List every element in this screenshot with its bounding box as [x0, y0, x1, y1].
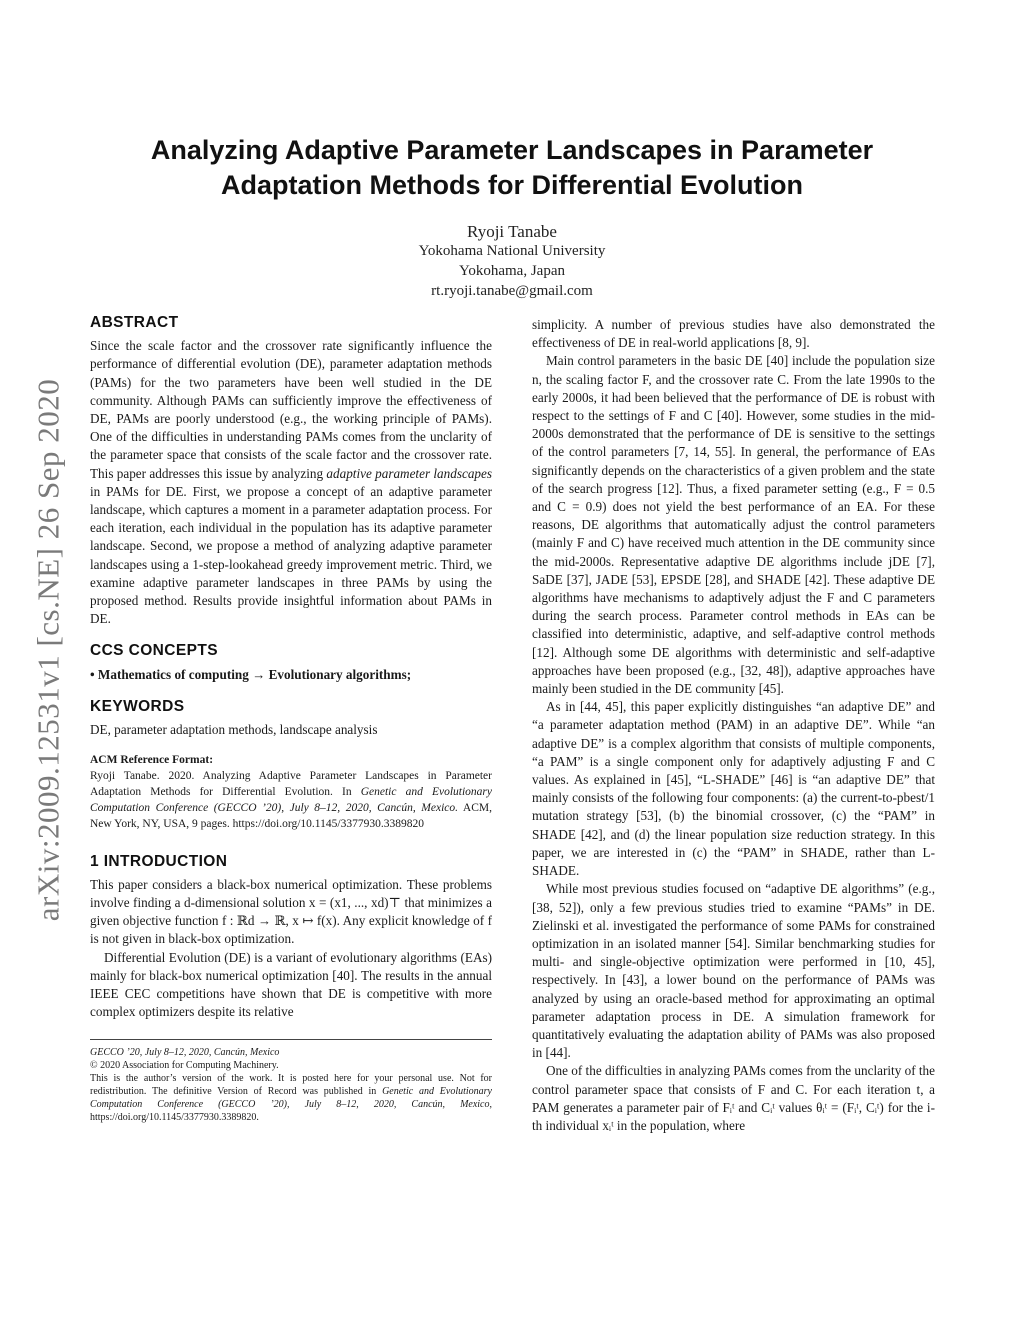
footnote: [90, 1046, 492, 1124]
intro-paragraph-1: This paper considers a black-box numerical optimization. These problems involve finding a d-dimensional solution x = (x1, ..., xd)⊤ that minimizes a given objective function f : ℝd → ℝ, x ↦ f(x). Any explicit knowledge of f is not given in black-box optimization.: [90, 876, 492, 947]
author-email: rt.ryoji.tanabe@gmail.com: [431, 283, 593, 299]
right-paragraph-4: One of the difficulties in analyzing PAMs comes from the unclarity of the control parameter space that consists of F and C. For each iteration t, a PAM generates a parameter pair of Fᵢᵗ and Cᵢᵗ values θᵢᵗ = (Fᵢᵗ, Cᵢᵗ) for the i-th individual xᵢᵗ in the population, where: [532, 1063, 935, 1133]
acm-reference-heading: ACM Reference Format:: [90, 754, 214, 767]
right-paragraph-2: As in [44, 45], this paper explicitly distinguishes “an adaptive DE” and “a parameter adaptation method (PAM) in an adaptive DE”. While “an adaptive DE” is a complex algorithm that consists of multiple components, “a PAM” is a single component only for adaptively adjusting F and C values. As explained in [45], “L-SHADE” [46] is “an adaptive DE” that mainly consists of the following four components: (a) the current-to-pbest/1 mutation strategy [53], (b) the binomial crossover, (c) the “PAM” in SHADE [42], and (d) the linear population size reduction strategy. In this paper, we are interested in (c) the “PAM” in SHADE, rather than L-SHADE.: [532, 699, 935, 879]
footnote-conference: GECCO ’20, July 8–12, 2020, Cancún, Mexico: [90, 1047, 280, 1059]
introduction-heading: 1 INTRODUCTION: [90, 852, 228, 870]
footnote-divider: [90, 1039, 492, 1040]
ccs-text: • Mathematics of computing → Evolutionary algorithms;: [90, 666, 412, 682]
abstract-text: Since the scale factor and the crossover rate significantly influence the performance of differential evolution (DE), parameter adaptation methods (PAMs) for the two parameters have been well studied in the DE community. Although PAMs can sufficiently improve the effectiveness of DE, PAMs are poorly understood (e.g., the working principle of PAMs). One of the difficulties in understanding PAMs comes from the unclarity of the parameter space that consists of the scale factor and the crossover rate. This paper addresses this issue by analyzing adaptive parameter landscapes in PAMs for DE. First, we propose a concept of an adaptive parameter landscape, which captures a moment in a parameter adaptation process. For each iteration, each individual in the population has its adaptive parameter landscape. Second, we propose a method of analyzing adaptive parameter landscapes using a 1-step-lookahead greedy improvement metric. Third, we examine adaptive parameter landscapes in three PAMs by using the proposed method. Results provide insightful information about PAMs in DE.: [90, 338, 493, 627]
footnote-version: This is the author’s version of the work. It is posted here for your personal use. Not for redistribution. The definitive Version of Record was published in Genetic and Evolutionary Computation Conference (GECCO ’20), July 8–12, 2020, Cancún, Mexico, https://doi.org/10.1145/3377930.3389820.: [90, 1073, 492, 1124]
keywords-text: DE, parameter adaptation methods, landscape analysis: [90, 722, 378, 738]
right-column: [532, 316, 935, 1135]
paper-title: [100, 133, 924, 203]
ccs-heading: CCS CONCEPTS: [90, 642, 218, 660]
arxiv-stamp: arXiv:2009.12531v1 [cs.NE] 26 Sep 2020: [30, 378, 65, 922]
intro-paragraph-2: Differential Evolution (DE) is a variant of evolutionary algorithms (EAs) mainly for black-box numerical optimization [40]. The results in the annual IEEE CEC competitions have shown that DE is competitive with more complex optimizers despite its relative: [90, 949, 492, 1020]
author-affiliation: Yokohama National University: [418, 243, 606, 259]
right-paragraph-3: While most previous studies focused on “adaptive DE algorithms” (e.g., [38, 52]), only a few previous studies tried to examine “PAMs” in DE. Zielinski et al. investigated the performance of some PAMs for constrained optimization in an isolated manner [54]. Similar benchmarking studies for multi- and single-objective optimization were performed in [10, 45], respectively. In [43], a lower bound on the performance of PAMs was analyzed by using an oracle-based method for approximating an optimal parameter adaptation process in DE. A simulation framework for quantitatively evaluating the adaptation ability of PAMs was also proposed in [44].: [532, 881, 935, 1061]
acm-reference-text: Ryoji Tanabe. 2020. Analyzing Adaptive Parameter Landscapes in Parameter Adaptation Methods for Differential Evolution. In Genetic and Evolutionary Computation Conference (GECCO ’20), July 8–12, 2020, Cancún, Mexico. ACM, New York, NY, USA, 9 pages. https://doi.org/10.1145/3377930.3389820: [90, 770, 492, 830]
author-location: Yokohama, Japan: [459, 263, 565, 279]
right-paragraph-0: simplicity. A number of previous studies have also demonstrated the effectiveness of DE in real-world applications [8, 9].: [532, 317, 935, 351]
right-paragraph-1: Main control parameters in the basic DE [40] include the population size n, the scaling factor F, and the crossover rate C. From the late 1990s to the early 2000s, it had been believed that the performance of DE is robust with respect to the settings of F and C [40]. However, some studies in the mid-2000s demonstrated that the performance of DE is sensitive to the settings of the control parameters [7, 14, 55]. In general, the performance of EAs significantly depends on the characteristics of a given problem and the state of the search progress [12]. Thus, a fixed parameter setting (e.g., F = 0.5 and C = 0.9) does not yield the best performance of an EA. For these reasons, DE algorithms that automatically adjust the control parameters (mainly F and C) have received much attention in the DE community since the mid-2000s. Representative adaptive DE algorithms include jDE [7], SaDE [37], JADE [53], EPSDE [28], and SHADE [42]. These adaptive DE algorithms have mechanisms to adaptively adjust the F and C parameters during the search process. Parameter control methods in EAs can be classified into deterministic, adaptive, and self-adaptive control methods [12]. Although some DE algorithms with deterministic and self-adaptive approaches have been proposed (e.g., [32, 48]), adaptive approaches have mainly been studied in the DE community [45].: [532, 353, 935, 697]
author-name: Ryoji Tanabe: [467, 222, 557, 241]
keywords-heading: KEYWORDS: [90, 697, 185, 715]
title-line-2: Adaptation Methods for Differential Evolution: [221, 170, 803, 200]
left-column: [90, 314, 492, 1124]
abstract-heading: ABSTRACT: [90, 314, 179, 331]
title-line-1: Analyzing Adaptive Parameter Landscapes in Parameter: [150, 135, 874, 165]
footnote-copyright: © 2020 Association for Computing Machinery.: [90, 1060, 279, 1072]
